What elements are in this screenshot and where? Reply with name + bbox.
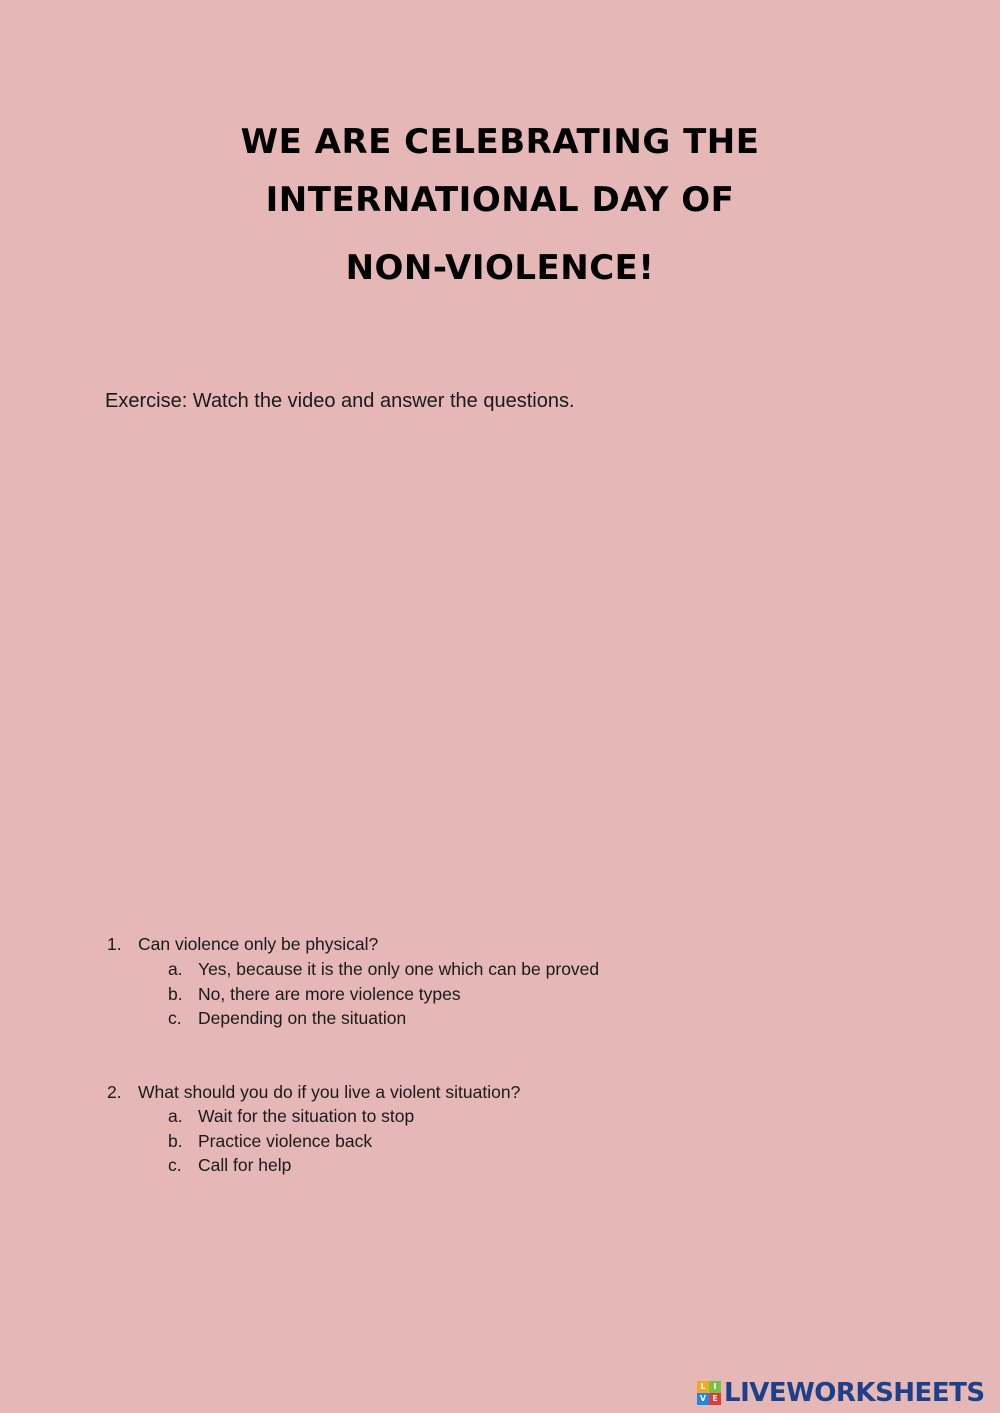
question-1-option-b[interactable] <box>168 984 461 1005</box>
option-letter: b. <box>168 984 183 1004</box>
option-text: Practice violence back <box>198 1131 373 1151</box>
logo-mark-letter: L <box>697 1381 709 1393</box>
logo-text: LIVEWORKSHEETS <box>724 1378 985 1408</box>
option-letter: c. <box>168 1008 182 1028</box>
option-text: Depending on the situation <box>198 1008 407 1028</box>
question-1-option-a[interactable] <box>168 959 599 980</box>
question-text: What should you do if you live a violent situation? <box>138 1082 521 1102</box>
question-text: Can violence only be physical? <box>138 934 379 954</box>
question-number: 2. <box>107 1082 122 1102</box>
logo-mark-letter: I <box>709 1381 721 1393</box>
question-2-option-a[interactable] <box>168 1106 414 1127</box>
page-title-line-1: WE ARE CELEBRATING THE <box>240 122 760 162</box>
option-text: Yes, because it is the only one which can be proved <box>198 959 600 979</box>
exercise-instruction: Exercise: Watch the video and answer the questions. <box>105 390 575 412</box>
question-1-option-c[interactable] <box>168 1008 406 1029</box>
option-letter: a. <box>168 1106 183 1126</box>
liveworksheets-logo <box>697 1376 985 1410</box>
logo-mark-letter: E <box>709 1393 721 1405</box>
option-text: Wait for the situation to stop <box>198 1106 415 1126</box>
question-1 <box>107 934 378 955</box>
question-2-option-b[interactable] <box>168 1131 372 1152</box>
option-letter: c. <box>168 1155 182 1175</box>
option-letter: a. <box>168 959 183 979</box>
option-letter: b. <box>168 1131 183 1151</box>
page-title-line-2: INTERNATIONAL DAY OF <box>265 180 735 220</box>
question-2-option-c[interactable] <box>168 1155 291 1176</box>
question-2 <box>107 1082 520 1103</box>
option-text: Call for help <box>198 1155 292 1175</box>
logo-mark-letter: V <box>697 1393 709 1405</box>
question-number: 1. <box>107 934 122 954</box>
option-text: No, there are more violence types <box>198 984 461 1004</box>
liveworksheets-logo-icon <box>697 1381 721 1405</box>
page-title-line-3: NON-VIOLENCE! <box>345 248 655 288</box>
